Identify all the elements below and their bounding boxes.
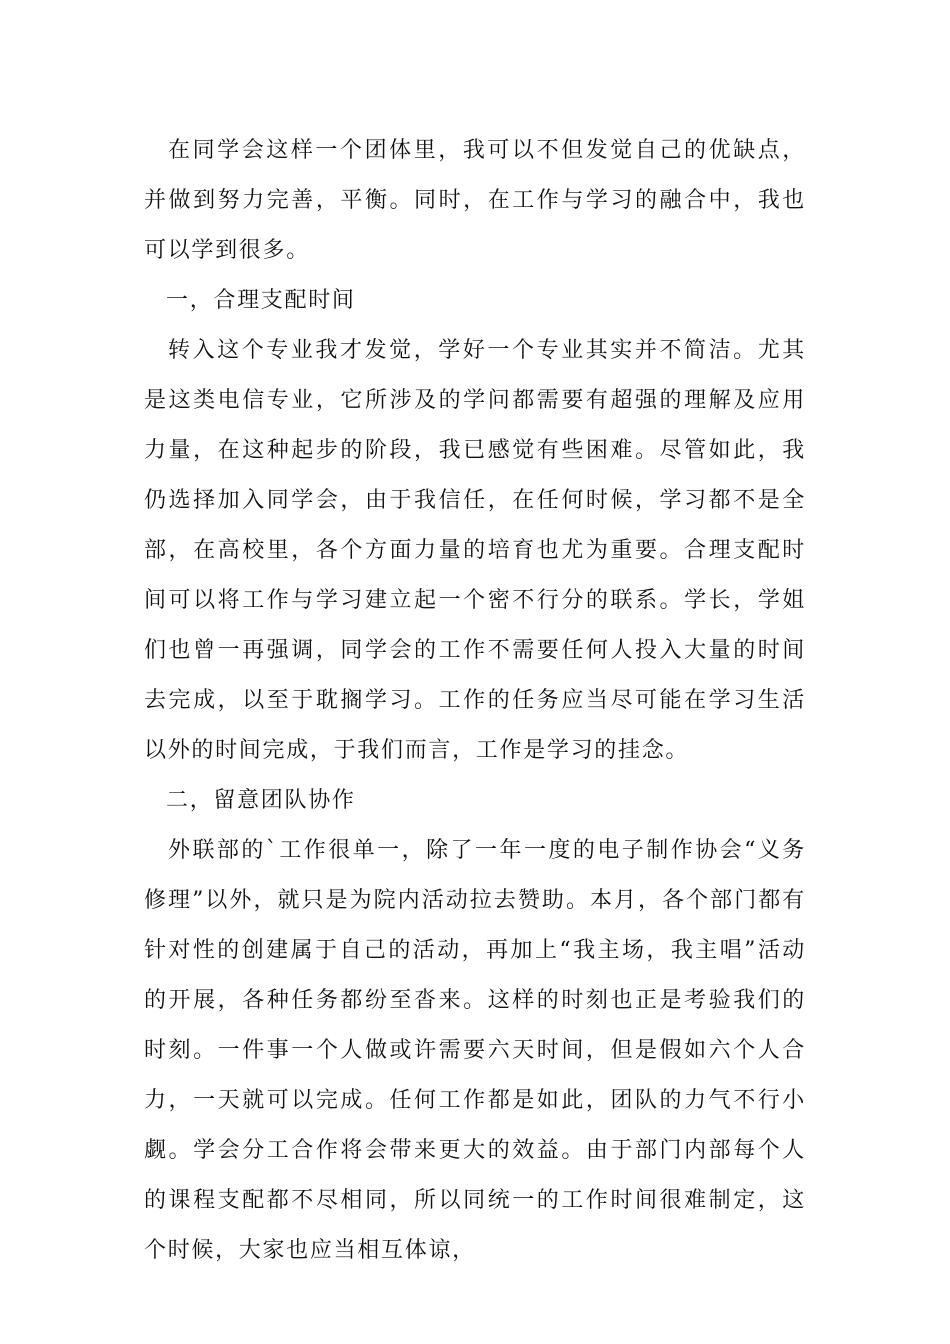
paragraph-teamwork: 外联部的`工作很单一，除了一年一度的电子制作协会“义务修理”以外，就只是为院内活动拉去赞助。本月，各个部门都有针对性的创建属于自己的活动，再加上“我主场，我主唱”活动的开展，各种任务都纷至沓来。这样的时刻也正是考验我们的时刻。一件事一个人做或许需要六天时间，但是假如六个人合力，一天就可以完成。任何工作都是如此，团队的力气不行小觑。学会分工合作将会带来更大的效益。由于部门内部每个人的课程支配都不尽相同，所以同统一的工作时间很难制定，这个时候，大家也应当相互体谅， [144, 838, 806, 1263]
paragraph-time-management: 转入这个专业我才发觉，学好一个专业其实并不简洁。尤其是这类电信专业，它所涉及的学问都需要有超强的理解及应用力量，在这种起步的阶段，我已感觉有些困难。尽管如此，我仍选择加入同学会，由于我信任，在任何时候，学习都不是全部，在高校里，各个方面力量的培育也尤为重要。合理支配时间可以将工作与学习建立起一个密不行分的联系。学长，学姐们也曾一再强调，同学会的工作不需要任何人投入大量的时间去完成，以至于耽搁学习。工作的任务应当尽可能在学习生活以外的时间完成，于我们而言，工作是学习的挂念。 [144, 338, 806, 763]
section-heading-time: 一，合理支配时间 [166, 288, 356, 313]
section-heading-teamwork: 二，留意团队协作 [166, 788, 356, 813]
document-body [144, 126, 806, 1276]
paragraph-intro: 在同学会这样一个团体里，我可以不但发觉自己的优缺点，并做到努力完善，平衡。同时，在工作与学习的融合中，我也可以学到很多。 [144, 138, 806, 263]
